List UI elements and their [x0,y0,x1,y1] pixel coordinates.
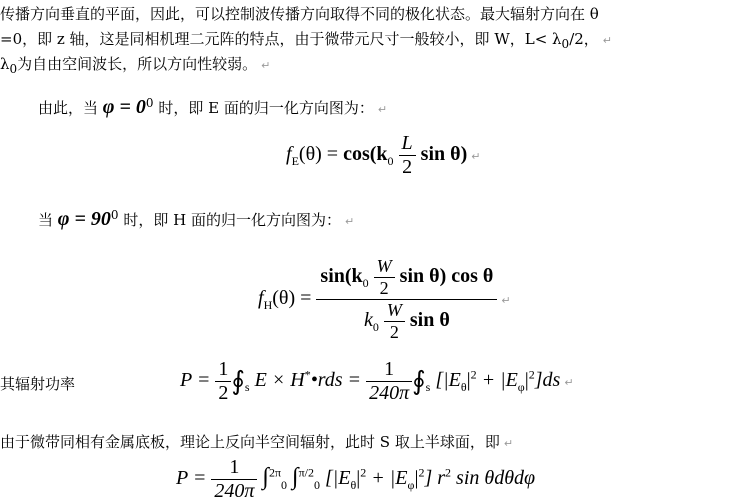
eq3-p: P = [180,369,211,392]
para3-text-a: 当 [38,211,54,229]
eq1-cos: cos(k [343,143,388,166]
para1-line1 [0,4,599,24]
eq3-f2d: 240π [369,382,410,404]
eq2-theta: (θ) = [272,287,312,310]
phi-equals-90: φ = 90 [57,208,111,230]
return-mark: ↵ [344,215,355,228]
eq4-abs2: | [414,467,419,490]
eq3-rds: •rds = [310,369,362,392]
contour-integral-icon: ∮ [412,366,426,396]
return-mark: ↵ [503,437,514,450]
equation-power [180,358,574,405]
eq1-num: L [399,132,416,156]
eq3-sq1: 2 [470,367,477,382]
eq1-sub-e: E [291,154,299,169]
eq3-f2n: 1 [366,358,412,382]
equation-e-plane [286,132,480,179]
eq1-k-sub: 0 [387,154,394,169]
eq2-num-frac-n: W [374,256,395,278]
eq4-ephi: + |E [371,467,408,490]
eq3-conj: * [304,367,311,382]
eq2-den-frac-d: 2 [389,322,399,342]
lambda-symbol: λ [0,55,10,73]
para2-text-b: 时，即 E 面的归一化方向图为： [158,99,374,117]
eq2-num-sin: sin(k [320,265,363,288]
eq2-num-ksub: 0 [362,276,369,291]
eq4-sq2: 2 [418,465,425,480]
para5-text: 由于微带同相有金属底板，理论上反向半空间辐射，此时 S 取上半球面，即 [0,433,500,451]
eq2-denominator [316,300,497,343]
eq4-frac [211,456,257,503]
equation-hemisphere-power [176,456,535,503]
eq2-den-frac [384,300,405,343]
para4 [0,374,75,394]
eq4-int1-upper: 2π [268,465,282,480]
eq1-sin: sin θ) [420,143,468,166]
eq2-den-k: k [363,309,373,332]
eq2-sub-h: H [263,298,273,313]
eq3-sq2: 2 [528,367,535,382]
phi-equals-zero: φ = 0 [102,96,146,118]
return-mark: ↵ [261,59,271,72]
eq3-ds: ]ds [534,369,561,392]
eq3-f1d: 2 [218,382,229,404]
para1-line2-tail: /2， [569,30,599,48]
eq4-p: P = [176,467,207,490]
eq2-f: f [258,287,264,310]
para1-line3-text: 为自由空间波长，所以方向性较弱。 [17,55,258,73]
eq2-num-tail: sin θ) cos θ [399,265,494,288]
eq3-theta-sub: θ [460,380,467,395]
eq4-abs1: | [356,467,361,490]
degree-sup: 0 [110,208,119,222]
eq2-numerator [316,256,497,300]
para1-line1-text: 传播方向垂直的平面，因此，可以控制波传播方向取得不同的极化状态。最大辐射方向在 θ [0,5,599,23]
eq3-ephi: + |E [481,369,518,392]
integral-icon: ∫ [262,464,269,491]
eq2-main-fraction [316,256,497,343]
para3-text-b: 时，即 H 面的归一化方向图为： [123,211,341,229]
eq4-tail: sin θdθdφ [456,467,536,490]
contour-integral-icon: ∮ [231,366,245,396]
eq3-frac1 [215,358,231,405]
eq4-r-sq: 2 [445,465,452,480]
eq4-r: ] r [424,467,446,490]
lambda0-sub: 0 [9,62,18,76]
eq4-fd: 240π [214,480,255,502]
eq3-f1n: 1 [215,358,231,382]
para1-line2-text: =0，即 z 轴，这是同相机理二元阵的特点，由于微带元尺寸一般较小，即 W，L< λ [0,30,562,48]
eq2-num-frac [374,256,395,299]
eq3-phi-sub: φ [517,380,525,395]
eq3-int-sub: s [244,380,250,395]
para2 [38,93,387,120]
eq2-den-ksub: 0 [372,320,379,335]
eq4-phi-sub: φ [407,478,415,493]
eq4-sq1: 2 [360,465,367,480]
eq1-fraction [399,132,416,179]
eq4-int2-upper: π/2 [298,465,315,480]
para3 [38,205,354,232]
eq2-num-frac-d: 2 [379,278,389,298]
eq4-int1-lower: 0 [281,478,288,493]
return-mark: ↵ [377,103,388,116]
lambda0-sub: 0 [561,37,570,51]
radiated-power-label: 其辐射功率 [0,375,76,393]
integral-icon: ∫ [292,464,299,491]
eq3-abs1: | [466,369,471,392]
eq1-f: f [286,143,292,166]
para1-line3 [0,54,270,79]
eq3-abs2: | [524,369,529,392]
eq3-etheta: [|E [435,369,461,392]
eq1-theta: (θ) = [298,143,344,166]
para2-text-a: 由此，当 [38,99,99,117]
eq2-den-tail: sin θ [409,309,450,332]
eq2-den-frac-n: W [384,300,405,322]
return-mark: ↵ [501,294,511,308]
eq1-den: 2 [402,156,413,178]
degree-sup: 0 [145,96,154,110]
eq3-frac2 [366,358,412,405]
return-mark: ↵ [471,150,481,164]
equation-h-plane [258,256,511,343]
eq4-int2-lower: 0 [314,478,321,493]
para5 [0,432,513,454]
eq4-theta-sub: θ [350,478,357,493]
eq4-fn: 1 [211,456,257,480]
eq3-exh: E × H [254,369,305,392]
eq4-etheta: [|E [325,467,351,490]
return-mark: ↵ [564,376,574,390]
para1-line2 [0,29,612,54]
eq3-int-sub: s [425,380,431,395]
return-mark: ↵ [602,34,613,47]
